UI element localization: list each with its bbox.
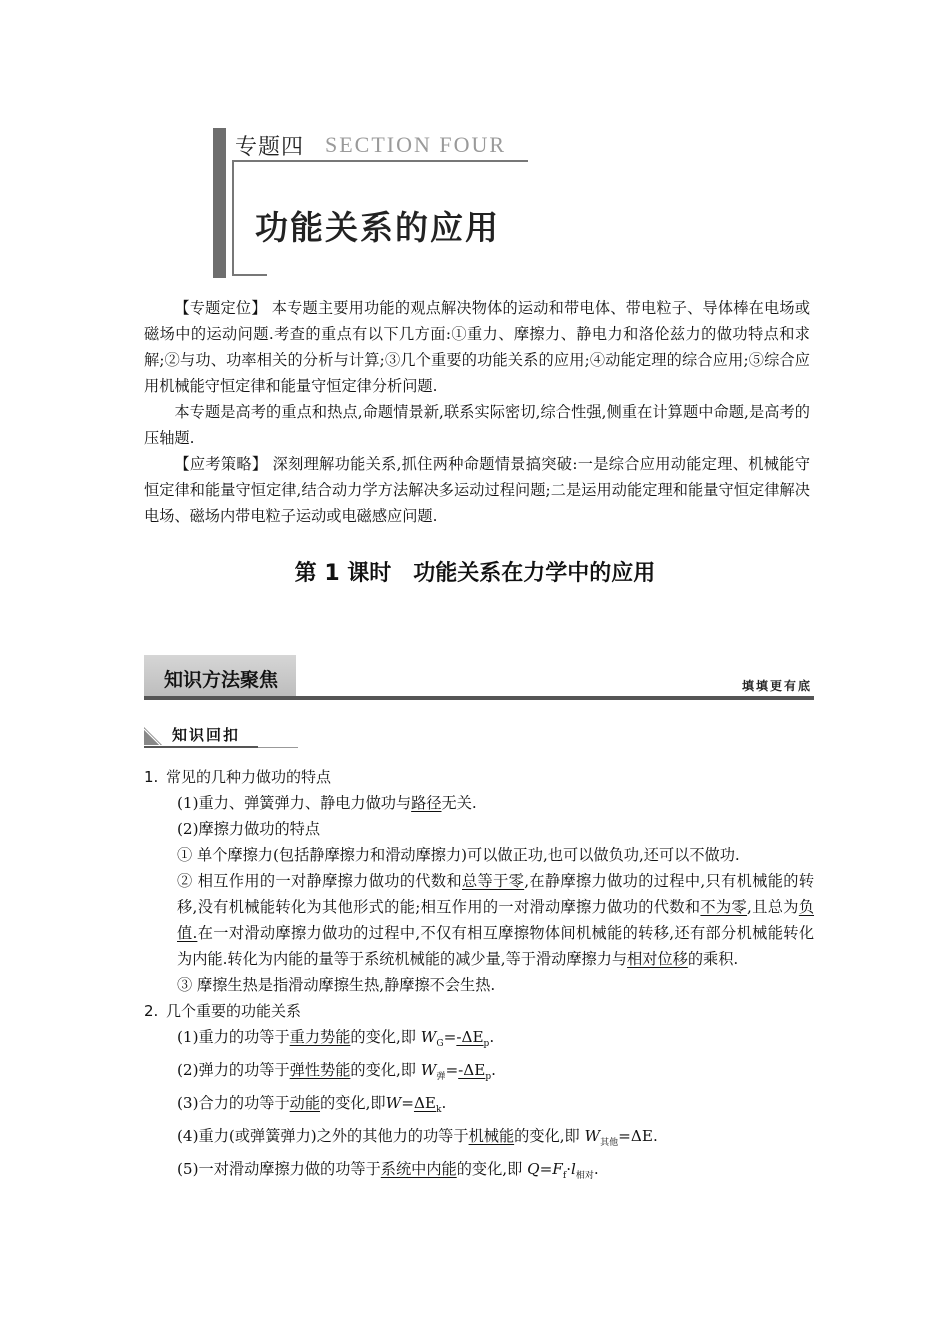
chapter-banner (213, 128, 533, 280)
list-heading-1-number: 1. (144, 768, 159, 786)
list-item: (4)重力(或弹簧弹力)之外的其他力的功等于机械能的变化,即 $W_{其他}=\Delta E$. (177, 1127, 658, 1149)
list-heading-1-text: 常见的几种力做功的特点 (166, 768, 332, 786)
list-heading-2 (144, 998, 814, 1024)
chapter-title: 功能关系的应用 (255, 208, 500, 247)
list-heading-2-text: 几个重要的功能关系 (166, 1002, 302, 1020)
banner-bottom-rule (232, 274, 267, 276)
list-item: ① 单个摩擦力(包括静摩擦力和滑动摩擦力)可以做正功,也可以做负功,还可以不做功. (177, 846, 740, 864)
section-motto: 填填更有底 (741, 679, 812, 693)
blank-answer: 总等于零 (462, 872, 525, 890)
blank-answer: 系统中内能 (380, 1160, 457, 1179)
blank-answer: 相对位移 (627, 950, 688, 968)
banner-kicker-english: SECTION FOUR (325, 132, 507, 157)
banner-kicker: 专题四 (235, 135, 305, 160)
subsection-heading (144, 723, 298, 751)
section-tab-label: 知识方法聚焦 (164, 669, 279, 691)
blank-answer: $\Delta E_k$ (413, 1094, 442, 1116)
section-rule (144, 696, 814, 700)
blank-answer: $-\Delta E_p$ (458, 1061, 492, 1083)
blank-answer: 弹性势能 (289, 1061, 351, 1080)
list-item: (1)重力的功等于重力势能的变化,即 $W_G=-\Delta E_p$. (177, 1028, 495, 1050)
blank-answer: 路径 (411, 794, 442, 812)
section-header-bar (144, 655, 814, 701)
blank-answer: 负值. (177, 898, 815, 942)
blank-answer: 重力势能 (289, 1028, 351, 1046)
intro-section (144, 295, 810, 529)
positioning-text: 本专题主要用功能的观点解决物体的运动和带电体、带电粒子、导体棒在电场或磁场中的运动问题.考查的重点有以下几方面:①重力、摩擦力、静电力和洛伦兹力的做功特点和求解;②与功、功率相关的分析与计算;③几个重要的功能关系的应用;④动能定理的综合应用;⑤综合应用机械能守恒定律和能量守恒定律分析问题. (144, 299, 811, 395)
subsection-underline (144, 746, 258, 748)
list-item: (5)一对滑动摩擦力做的功等于系统中内能的变化,即 $Q=F_f\cdot l_{相对}$. (177, 1160, 599, 1182)
list-item: ② 相互作用的一对静摩擦力做功的代数和总等于零,在静摩擦力做功的过程中,只有机械能的转移,没有机械能转化为其他形式的能;相互作用的一对滑动摩擦力做功的代数和不为零,且总为负值.在一对滑动摩擦力做功的过程中,不仅有相互摩擦物体间机械能的转移,还有部分机械能转化为内能.转化为内能的量等于系统机械能的减少量,等于滑动摩擦力与相对位移的乘积. (177, 872, 815, 968)
list-item: (2)弹力的功等于弹性势能的变化,即 $W_弹=-\Delta E_p$. (177, 1061, 496, 1083)
list-heading-2-number: 2. (144, 1002, 159, 1020)
lesson-title: 第 1 课时 功能关系在力学中的应用 (294, 561, 656, 586)
banner-vertical-rule (232, 162, 234, 276)
strategy-tag: 【应考策略】 (174, 455, 268, 473)
list-item: (1)重力、弹簧弹力、静电力做功与路径无关. (177, 794, 477, 812)
triangle-marker-icon (144, 727, 162, 745)
blank-answer: $-\Delta E_p$ (456, 1028, 490, 1050)
list-heading-1 (144, 764, 814, 790)
subsection-label: 知识回扣 (172, 726, 241, 744)
list-item: (3)合力的功等于动能的变化,即$W=\Delta E_k$. (177, 1094, 447, 1116)
banner-thick-bar (213, 128, 226, 278)
strategy-text: 深刻理解功能关系,抓住两种命题情景搞突破:一是综合应用动能定理、机械能守恒定律和能量守恒定律,结合动力学方法解决多运动过程问题;二是运用动能定理和能量守恒定律解决电场、磁场内带电粒子运动或电磁感应问题. (144, 455, 811, 525)
blank-answer: 机械能 (468, 1127, 515, 1146)
blank-answer: 不为零 (700, 898, 748, 916)
intro-paragraph-strategy (144, 451, 810, 529)
subsection-underline-thin (258, 747, 298, 748)
intro-paragraph-importance: 本专题是高考的重点和热点,命题情景新,联系实际密切,综合性强,侧重在计算题中命题,是高考的压轴题. (144, 403, 810, 447)
list-item: (2)摩擦力做功的特点 (177, 820, 321, 838)
list-item: ③ 摩擦生热是指滑动摩擦生热,静摩擦不会生热. (177, 976, 496, 994)
positioning-tag: 【专题定位】 (174, 299, 267, 317)
section-tab (144, 655, 296, 696)
knowledge-list (144, 764, 814, 1189)
blank-answer: 动能 (289, 1094, 321, 1113)
intro-paragraph-positioning (144, 295, 810, 399)
